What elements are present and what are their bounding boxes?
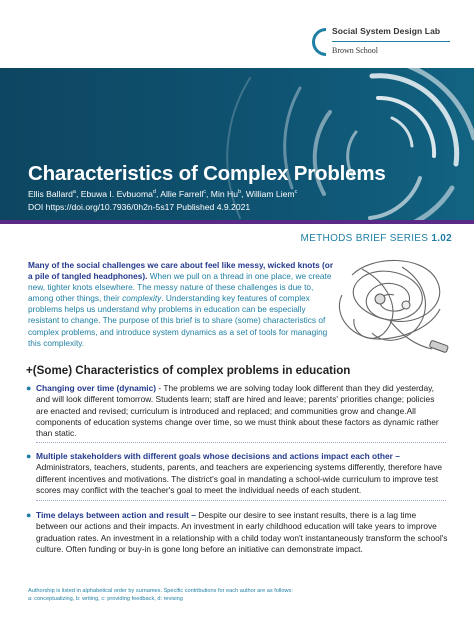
document-title: Characteristics of Complex Problems <box>28 162 386 185</box>
lab-logo <box>312 26 450 55</box>
item-title: Multiple stakeholders with different goals whose decisions and actions impact each other – <box>36 451 400 461</box>
footnote-line-1: Authorship is listed in alphabetical order by surnames. Specific contributions for each author are as follows: <box>28 588 293 594</box>
author-name: Ellis Ballard <box>28 189 73 199</box>
org-title: Social System Design Lab <box>332 26 441 36</box>
series-label <box>301 233 452 244</box>
series-name: METHODS BRIEF SERIES <box>300 233 429 244</box>
bullet-icon: ● <box>26 451 32 461</box>
item-connector: - <box>156 383 164 393</box>
item-text: Despite our desire to see instant results, there is a lag time between our actions and their impacts. An investment in early childhood education will take years to improve graduation rates. An investment in a relationship with a child today won't instantaneously transform the school's culture. Often funding or buy-in is gone long before an initiative can demonstrate impact. <box>36 510 448 554</box>
logo-divider <box>332 41 450 42</box>
footnote-line-2: a: conceptualizing, b: writing, c: providing feedback, d: revising <box>28 596 183 602</box>
author-name: Ebuwa I. Evbuoma <box>80 189 153 199</box>
intro-body-1: When we pull on a thread in one place, we create new, tighter knots elsewhere. The messy nature of these challenges is due to, among other things, their <box>28 271 332 304</box>
author-superscript: b <box>238 189 242 196</box>
list-item <box>26 451 448 496</box>
author-superscript: d <box>152 189 156 196</box>
author-name: Allie Farrell <box>160 189 204 199</box>
lab-logo-text <box>332 26 450 55</box>
intro-body-2: . Understanding key features of complex problems helps us understand why problems in education can be especially resistant to change. The purpose of this brief is to share (some) characteristics of complex problems, and introduce system dynamics as a set of tools for managing this complexity. <box>28 293 328 348</box>
doi-line: DOI https://doi.org/10.7936/0h2n-5s17 Published 4.9.2021 <box>28 202 251 212</box>
lab-logo-mark-icon <box>312 28 326 50</box>
intro-lead: Many of the social challenges we care about feel like messy, wicked knots (or a pile of tangled headphones). <box>28 260 334 282</box>
author-name: Min Hu <box>210 189 239 199</box>
author-name: William Liem <box>245 189 295 199</box>
tangled-headphones-icon <box>332 255 456 359</box>
intro-emphasis: complexity <box>122 293 162 304</box>
authorship-footnote <box>28 587 448 603</box>
title-banner <box>0 68 474 220</box>
section-heading: +(Some) Characteristics of complex problems in education <box>26 364 351 377</box>
bullet-icon: ● <box>26 383 32 393</box>
author-list: Ellis Ballard$^a$, Ebuwa I. Evbuoma$^d$, Allie Farrell$^c$, Min Hu$^b$, William Liem$^c$ <box>28 189 298 199</box>
series-number: 1.02 <box>431 233 452 244</box>
author-superscript: a <box>72 189 76 196</box>
item-text: Administrators, teachers, students, parents, and teachers are experiencing systems differently, therefore have different incentives and motivations. The district's goal in mandating a school-wide curriculum to improve test scores may conflict with the teacher's goal to meet the individual needs of each student. <box>36 462 443 495</box>
bullet-icon: ● <box>26 510 32 520</box>
item-divider <box>36 442 446 443</box>
item-divider <box>36 500 446 501</box>
org-subtitle: Brown School <box>332 46 378 55</box>
item-title: Changing over time (dynamic) <box>36 383 157 393</box>
list-item <box>26 510 448 555</box>
item-title: Time delays between action and result – <box>36 510 196 520</box>
author-superscript: c <box>294 189 298 196</box>
author-superscript: c <box>203 189 206 196</box>
list-item <box>26 383 448 439</box>
intro-paragraph <box>28 260 336 349</box>
banner-bottom-rule <box>0 220 474 224</box>
item-text: The problems we are solving today look different than they did yesterday, and will look different tomorrow. Students learn; staff are hired and leave; parents' priorities change; policies are enacted and revised; curriculum is introduced and replaced; and communities grow and change.All components of education systems change over time, so we must think about these factors as dynamic rather than static. <box>36 383 439 439</box>
